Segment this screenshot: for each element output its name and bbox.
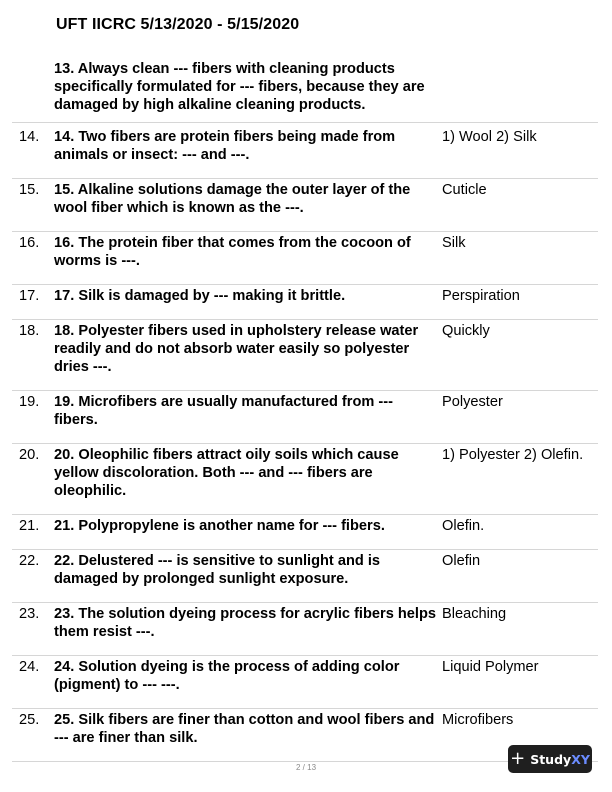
flashcard-row <box>12 515 598 550</box>
question-text: 16. The protein fiber that comes from the cocoon of worms is ---. <box>54 235 411 269</box>
row-number: 19. <box>19 394 40 410</box>
row-number: 14. <box>19 129 40 145</box>
badge-brand: Study <box>530 751 572 767</box>
answer-text: Microfibers <box>442 712 514 728</box>
continued-question: 13. Always clean --- fibers with cleaning products specifically formulated for --- fibers, because they are damaged by high alkaline cleaning products. <box>54 61 425 113</box>
row-number: 21. <box>19 518 40 534</box>
question-text: 22. Delustered --- is sensitive to sunlight and is damaged by prolonged sunlight exposure. <box>54 553 381 587</box>
answer-text: Cuticle <box>442 182 487 198</box>
question-text: 17. Silk is damaged by --- making it brittle. <box>54 288 346 304</box>
answer-text: Perspiration <box>442 288 520 304</box>
answer-text: Bleaching <box>442 606 507 622</box>
answer-text: Silk <box>442 235 466 251</box>
question-text: 24. Solution dyeing is the process of adding color (pigment) to --- ---. <box>54 659 400 693</box>
flashcard-row <box>12 391 598 444</box>
flashcard-row <box>12 126 598 179</box>
badge-accent: XY <box>571 751 590 767</box>
question-text: 25. Silk fibers are finer than cotton and wool fibers and --- are finer than silk. <box>54 712 435 746</box>
question-text: 15. Alkaline solutions damage the outer layer of the wool fiber which is known as the ---. <box>54 182 411 216</box>
row-number: 24. <box>19 659 40 675</box>
answer-text: Quickly <box>442 323 490 339</box>
row-number: 20. <box>19 447 40 463</box>
flashcard-row <box>12 656 598 709</box>
question-text: 14. Two fibers are protein fibers being made from animals or insect: --- and ---. <box>54 129 396 163</box>
answer-text: Polyester <box>442 394 503 410</box>
row-number: 16. <box>19 235 40 251</box>
flashcard-list <box>12 126 598 762</box>
page-number: 2 / 13 <box>296 763 317 772</box>
question-text: 18. Polyester fibers used in upholstery release water readily and do not absorb water easily so polyester dries ---. <box>54 323 419 375</box>
row-number: 17. <box>19 288 40 304</box>
question-text: 20. Oleophilic fibers attract oily soils which cause yellow discoloration. Both --- and --- fibers are oleophilic. <box>54 447 399 499</box>
question-text: 23. The solution dyeing process for acrylic fibers helps them resist ---. <box>54 606 436 640</box>
row-number: 15. <box>19 182 40 198</box>
page-title: UFT IICRC 5/13/2020 - 5/15/2020 <box>56 16 300 33</box>
answer-text: Olefin <box>442 553 481 569</box>
flashcard-row <box>12 444 598 515</box>
row-number: 22. <box>19 553 40 569</box>
row-number: 18. <box>19 323 40 339</box>
plus-icon: + <box>510 748 526 769</box>
studyxy-badge[interactable] <box>508 745 592 773</box>
row-number: 23. <box>19 606 40 622</box>
answer-text: Liquid Polymer <box>442 659 539 675</box>
answer-text: 1) Polyester 2) Olefin. <box>442 447 584 463</box>
flashcard-row <box>12 179 598 232</box>
flashcard-row <box>12 285 598 320</box>
answer-text: Olefin. <box>442 518 485 534</box>
question-text: 19. Microfibers are usually manufactured from --- fibers. <box>54 394 393 428</box>
question-text: 21. Polypropylene is another name for --- fibers. <box>54 518 385 534</box>
answer-text: 1) Wool 2) Silk <box>442 129 537 145</box>
row-number: 25. <box>19 712 40 728</box>
flashcard-row <box>12 550 598 603</box>
flashcard-row <box>12 232 598 285</box>
divider <box>12 122 598 123</box>
flashcard-row <box>12 603 598 656</box>
flashcard-row <box>12 320 598 391</box>
